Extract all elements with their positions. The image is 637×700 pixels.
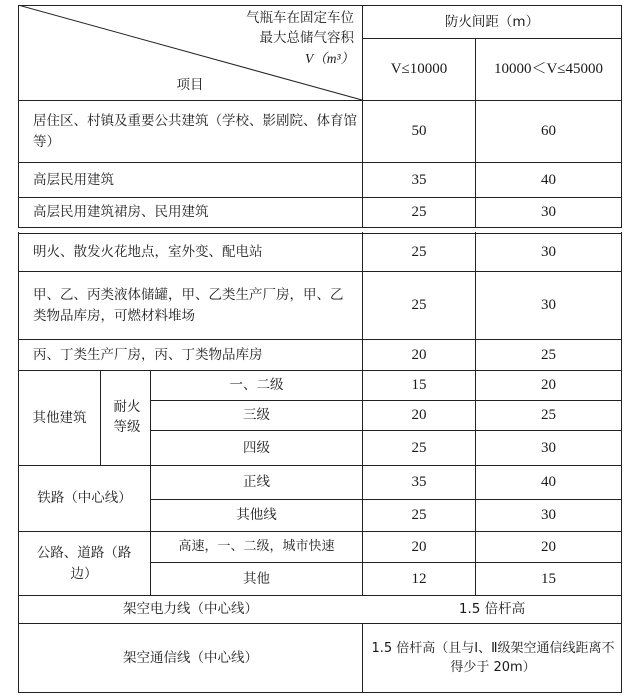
comm-line-label: 架空通信线（中心线）	[123, 649, 258, 666]
row-label: 明火、散发火花地点，室外变、配电站	[33, 244, 263, 261]
row-value: 25	[411, 507, 427, 524]
row-value: 20	[541, 538, 556, 555]
row-value: 15	[541, 570, 556, 587]
corner-line: 最大总储气容积	[259, 30, 354, 47]
fire-rating-label: 耐火等级	[113, 399, 141, 435]
row-label: 高层民用建筑	[33, 171, 114, 188]
row-value: 25	[541, 346, 556, 363]
corner-line: 气瓶车在固定车位	[246, 10, 354, 26]
row-value: 25	[411, 204, 427, 221]
power-line-value: 1.5 倍杆高	[458, 601, 526, 618]
row-value: 30	[541, 439, 556, 456]
header-corner-capacity	[150, 8, 360, 68]
row-value: 30	[541, 244, 556, 261]
row-value: 35	[411, 474, 427, 491]
row-value: 40	[541, 171, 556, 188]
railway-line-label: 其他线	[236, 507, 277, 524]
grade-label: 四级	[243, 439, 270, 456]
row-value: 25	[411, 297, 427, 314]
row-value: 30	[541, 204, 556, 221]
row-value: 40	[541, 474, 556, 491]
group-label-road: 公路、道路（路边）	[36, 545, 132, 582]
row-label: 丙、丁类生产厂房，丙、丁类物品库房	[33, 346, 263, 363]
row-value: 15	[411, 377, 427, 394]
power-line-label: 架空电力线（中心线）	[123, 601, 258, 618]
comm-line-value: 1.5 倍杆高（且与Ⅰ、Ⅱ级架空通信线距离不得少于 20m）	[371, 640, 615, 675]
row-value: 20	[411, 346, 427, 363]
rule	[362, 623, 363, 693]
corner-line: V（m³）	[304, 50, 354, 66]
row-label: 高层民用建筑裙房、民用建筑	[33, 204, 209, 221]
row-value: 60	[541, 123, 556, 140]
row-value: 20	[411, 538, 427, 555]
header-item: 项目	[176, 76, 204, 93]
row-label: 甲、乙、丙类液体储罐，甲、乙类生产厂房，甲、乙类物品库房，可燃材料堆场	[33, 287, 344, 324]
row-value: 35	[411, 171, 427, 188]
header-spacing: 防火间距（m）	[444, 13, 540, 30]
road-type-label: 其他	[243, 570, 270, 587]
rule	[621, 5, 622, 693]
header-col1: V≤10000	[390, 61, 448, 78]
group-label-railway: 铁路（中心线）	[37, 490, 132, 507]
grade-label: 一、二级	[229, 377, 284, 394]
row-value: 30	[541, 507, 556, 524]
row-value: 20	[411, 407, 427, 424]
row-value: 25	[411, 244, 427, 261]
road-type-label: 高速，一、二级，城市快速	[178, 539, 335, 555]
rule	[18, 692, 622, 693]
header-col2: 10000＜V≤45000	[493, 61, 604, 78]
table-gap	[18, 228, 622, 232]
group-label-other-buildings: 其他建筑	[32, 409, 87, 426]
row-value: 50	[411, 123, 427, 140]
row-value: 25	[541, 407, 556, 424]
row-value: 20	[541, 377, 556, 394]
rule	[100, 370, 101, 466]
grade-label: 三级	[243, 407, 270, 424]
row-value: 25	[411, 439, 427, 456]
row-value: 12	[411, 570, 427, 587]
row-label: 居住区、村镇及重要公共建筑（学校、影剧院、体育馆等）	[33, 113, 357, 150]
railway-line-label: 正线	[243, 474, 270, 491]
row-value: 30	[541, 297, 556, 314]
